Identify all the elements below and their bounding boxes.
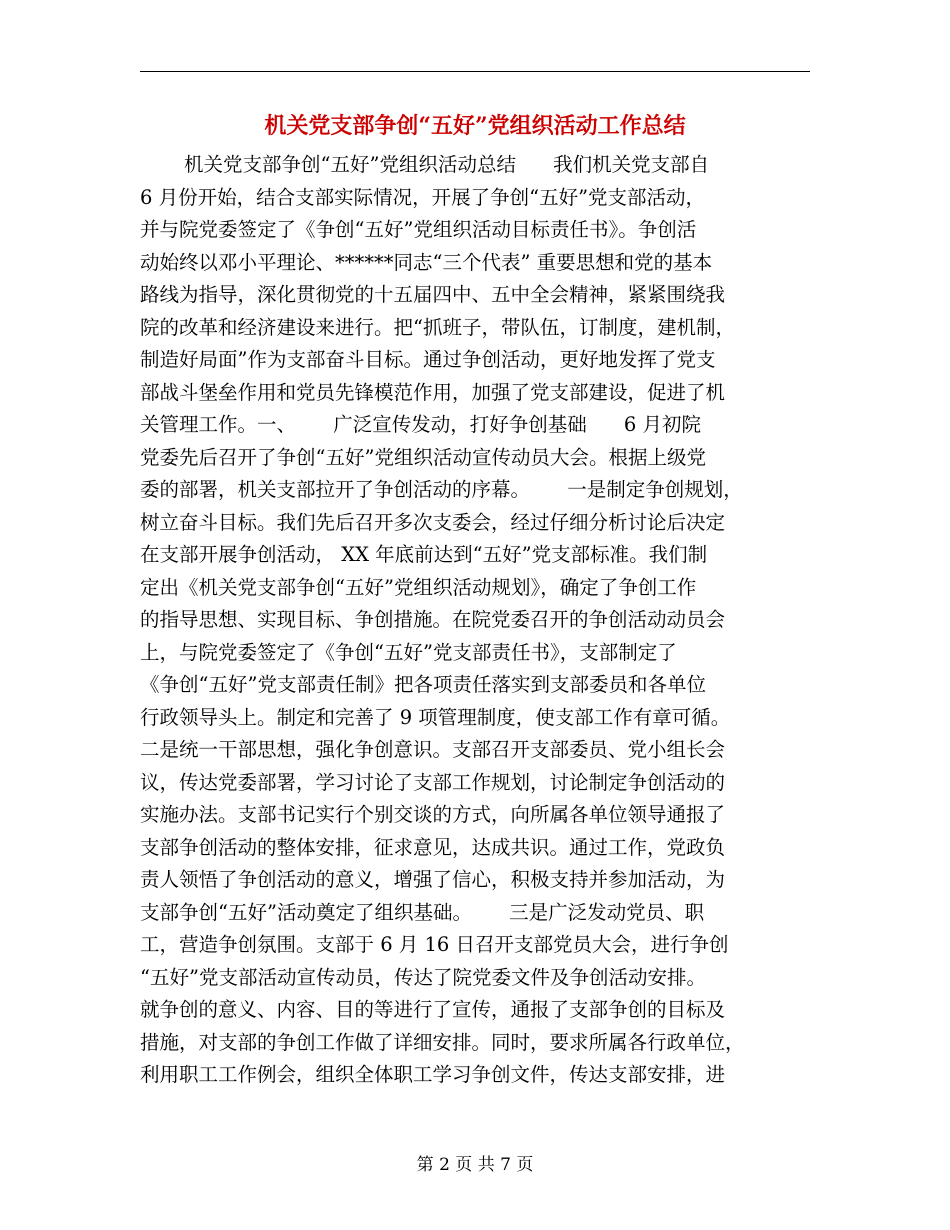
document-body <box>140 149 812 1092</box>
body-line: 议，传达党委部署，学习讨论了支部工作规划，讨论制定争创活动的 <box>140 770 726 794</box>
body-line: 支部争创“五好”活动奠定了组织基础。 三是广泛发动党员、职 <box>140 900 705 924</box>
body-line: 机关党支部争创“五好”党组织活动总结 我们机关党支部自 <box>184 153 710 176</box>
body-line: 并与院党委签定了《争创“五好”党组织活动目标责任书》。争创活 <box>140 218 697 241</box>
body-line: 制造好局面”作为支部奋斗目标。通过争创活动，更好地发挥了党支 <box>140 348 716 371</box>
body-line: 工，营造争创氛围。支部于 6 月 16 日召开支部党员大会，进行争创 <box>140 933 729 956</box>
body-line: 二是统一干部思想，强化争创意识。支部召开支部委员、党小组长会 <box>140 738 726 761</box>
body-line: 措施，对支部的争创工作做了详细安排。同时，要求所属各行政单位， <box>140 1030 745 1054</box>
body-line: 就争创的意义、内容、目的等进行了宣传，通报了支部争创的目标及 <box>140 998 726 1021</box>
body-line: 路线为指导，深化贯彻党的十五届四中、五中全会精神，紧紧围绕我 <box>140 283 726 306</box>
body-line: 《争创“五好”党支部责任制》把各项责任落实到支部委员和各单位 <box>140 673 706 696</box>
body-line: 实施办法。支部书记实行个别交谈的方式，向所属各单位领导通报了 <box>140 803 726 826</box>
body-line: 部战斗堡垒作用和党员先锋模范作用，加强了党支部建设，促进了机 <box>140 380 726 404</box>
body-line: 定出《机关党支部争创“五好”党组织活动规划》，确定了争创工作 <box>140 575 697 599</box>
header-rule <box>140 71 810 72</box>
body-line: 的指导思想、实现目标、争创措施。在院党委召开的争创活动动员会 <box>140 608 726 631</box>
page-footer: 第 2 页 共 7 页 <box>416 1155 534 1175</box>
body-line: 树立奋斗目标。我们先后召开多次支委会，经过仔细分析讨论后决定 <box>140 510 726 534</box>
body-line: 利用职工工作例会，组织全体职工学习争创文件，传达支部安排，进 <box>140 1063 726 1086</box>
body-line: 责人领悟了争创活动的意义，增强了信心，积极支持并参加活动，为 <box>140 868 726 891</box>
body-line: 动始终以邓小平理论、******同志“三个代表” 重要思想和党的基本 <box>140 250 713 274</box>
body-line: 行政领导头上。制定和完善了 9 项管理制度，使支部工作有章可循。 <box>140 705 731 729</box>
body-line: 6 月份开始，结合支部实际情况，开展了争创“五好”党支部活动， <box>140 185 706 209</box>
body-line: 支部争创活动的整体安排，征求意见，达成共识。通过工作，党政负 <box>140 835 726 859</box>
body-line: 上，与院党委签定了《争创“五好”党支部责任书》，支部制定了 <box>140 640 677 664</box>
body-line: 关管理工作。一、 广泛宣传发动，打好争创基础 6 月初院 <box>140 413 701 436</box>
body-line: 院的改革和经济建设来进行。把“抓班子，带队伍，订制度，建机制， <box>140 315 735 339</box>
body-line: 委的部署，机关支部拉开了争创活动的序幕。 一是制定争创规划， <box>140 478 743 501</box>
document-title: 机关党支部争创“五好”党组织活动工作总结 <box>264 113 686 139</box>
body-line: 党委先后召开了争创“五好”党组织活动宣传动员大会。根据上级党 <box>140 445 706 469</box>
body-line: 在支部开展争创活动， XX 年底前达到“五好”党支部标准。我们制 <box>140 543 708 566</box>
body-line: “五好”党支部活动宣传动员，传达了院党委文件及争创活动安排。 <box>140 965 706 989</box>
